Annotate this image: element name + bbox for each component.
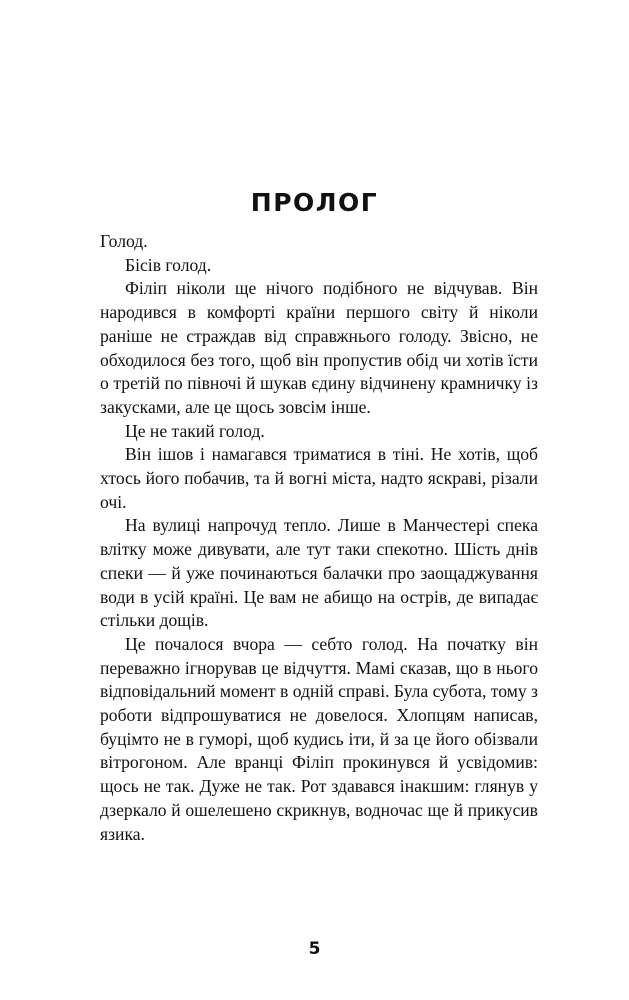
paragraph: Він ішов і намагався триматися в тіні. Не хотів, щоб хтось його побачив, та й вогні міста, надто яскраві, різали очі. bbox=[100, 444, 538, 512]
paragraph: Філіп ніколи ще нічого подібного не відчував. Він народився в комфорті країни першого світу й ніколи раніше не страждав від справжнього голоду. Звісно, не обходилося без того, щоб він пропустив обід чи хотів їсти о третій по півночі й шукав єдину відчинену крамничку із закусками, але це щось зовсім інше. bbox=[100, 278, 538, 417]
paragraph: Це почалося вчора — себто голод. На початку він переважно ігнорував це відчуття. Мамі сказав, що в нього відповідальний момент в одній справі. Була субота, тому з роботи відпрошуватися не довелося. Хлопцям написав, буцімто не в гуморі, щоб кудись іти, й за це його обізвали вітрогоном. Але вранці Філіп прокинувся й усвідомив: щось не так. Дуже не так. Рот здавався інакшим: глянув у дзеркало й ошелешено скрикнув, водночас ще й прикусив язика. bbox=[100, 633, 538, 844]
page-number: 5 bbox=[308, 939, 321, 959]
chapter-body bbox=[100, 230, 538, 846]
paragraph: Це не такий голод. bbox=[125, 420, 265, 441]
chapter-title: ПРОЛОГ bbox=[250, 188, 379, 217]
paragraph: На вулиці напрочуд тепло. Лише в Манчестері спека влітку може дивувати, але тут таки спекотно. Шість днів спеки — й уже починаються балачки про заощаджування води в усій країні. Це вам не абищо на острів, де випадає стільки дощів. bbox=[100, 515, 538, 631]
paragraph: Голод. bbox=[100, 231, 148, 251]
paragraph: Бісів голод. bbox=[125, 254, 212, 275]
